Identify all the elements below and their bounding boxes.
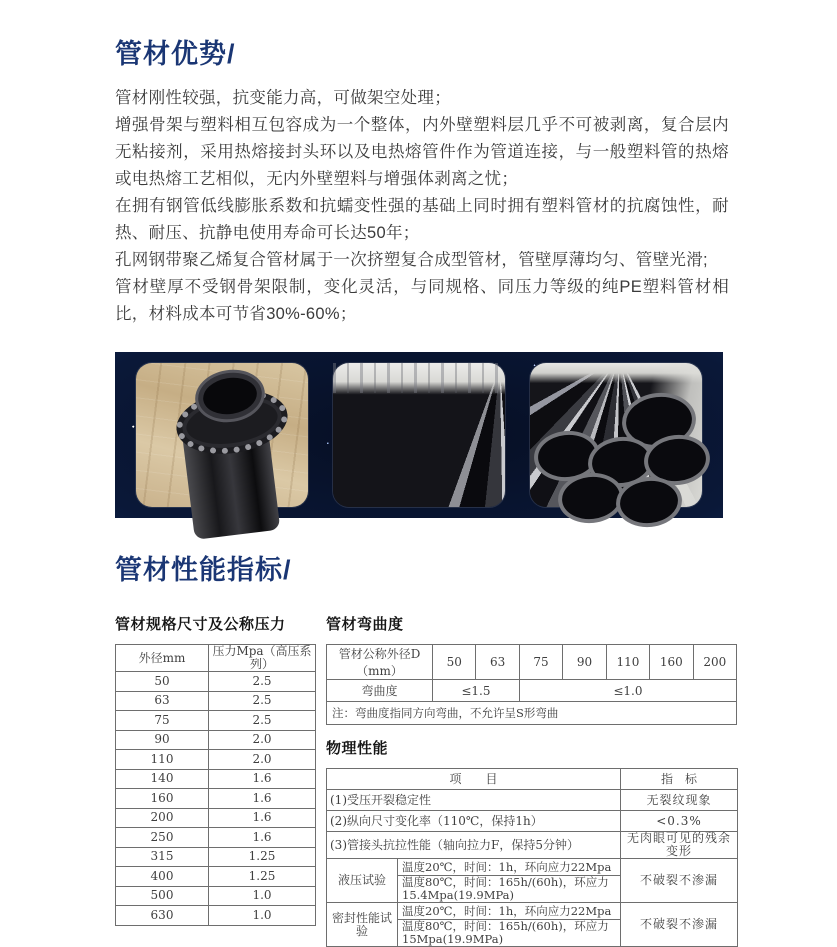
advantages-section-title: 管材优势/ (115, 39, 236, 69)
diameter-cell: 160 (650, 645, 693, 680)
pressure-cell: 2.0 (209, 750, 316, 770)
table-row (116, 906, 316, 926)
pressure-cell: 1.0 (209, 886, 316, 906)
diameter-cell: 75 (116, 711, 209, 731)
table-row (327, 832, 738, 859)
diameter-cell: 200 (693, 645, 736, 680)
spec-table (115, 644, 316, 926)
table-row (116, 730, 316, 750)
bend-value-cell: ≤1.5 (433, 680, 520, 702)
diameter-cell: 630 (116, 906, 209, 926)
table-row (116, 750, 316, 770)
diameter-cell: 160 (116, 789, 209, 809)
pressure-cell: 1.25 (209, 867, 316, 887)
pipe-photo-stacked-ends (530, 363, 702, 507)
performance-section-title: 管材性能指标/ (115, 555, 292, 585)
physical-indicator-cell: 无裂纹现象 (621, 790, 738, 811)
physical-item-header: 项 目 (327, 769, 621, 790)
table-row (327, 790, 738, 811)
physical-indicator-cell: 不破裂不渗漏 (621, 859, 738, 903)
test-label-cell: 密封性能试验 (327, 903, 398, 947)
physical-indicator-cell: 不破裂不渗漏 (621, 903, 738, 947)
pressure-cell: 2.5 (209, 691, 316, 711)
physical-table-heading: 物理性能 (326, 740, 389, 757)
factory-ceiling-graphic (333, 363, 505, 393)
pressure-cell: 1.6 (209, 828, 316, 848)
tables-row (115, 613, 732, 947)
table-row (327, 859, 738, 876)
product-photo-banner (115, 352, 723, 518)
diameter-cell: 250 (116, 828, 209, 848)
table-row (116, 691, 316, 711)
table-row (116, 886, 316, 906)
bend-table-heading: 管材弯曲度 (326, 616, 404, 633)
pressure-cell: 1.6 (209, 769, 316, 789)
table-row (116, 672, 316, 692)
physical-indicator-cell: <0.3% (621, 811, 738, 832)
table-row (327, 702, 737, 725)
diameter-cell: 63 (116, 691, 209, 711)
diameter-cell: 50 (433, 645, 476, 680)
advantage-paragraph: 孔网钢带聚乙烯复合管材属于一次挤塑复合成型管材，管壁厚薄均匀、管壁光滑; (115, 251, 708, 269)
pressure-cell: 1.0 (209, 906, 316, 926)
table-row (327, 645, 737, 680)
bend-note: 注：弯曲度指同方向弯曲，不允许呈S形弯曲 (327, 702, 737, 725)
table-row (116, 711, 316, 731)
diameter-cell: 500 (116, 886, 209, 906)
bend-row-label: 管材公称外径D（mm） (327, 645, 433, 680)
spec-col-header: 压力Mpa（高压系列） (209, 645, 316, 672)
diameter-cell: 200 (116, 808, 209, 828)
spec-table-heading: 管材规格尺寸及公称压力 (115, 616, 286, 633)
advantages-paragraphs (115, 85, 729, 328)
pipe-photo-standing (136, 363, 308, 507)
pressure-cell: 2.5 (209, 672, 316, 692)
bend-table (326, 644, 737, 725)
table-row (116, 808, 316, 828)
pressure-cell: 1.25 (209, 847, 316, 867)
diameter-cell: 110 (116, 750, 209, 770)
table-row (327, 680, 737, 702)
advantage-paragraph: 增强骨架与塑料相互包容成为一个整体，内外壁塑料层几乎不可被剥离，复合层内无粘接剂，采用热熔接封头环以及电热熔管件作为管道连接，与一般塑料管的热熔或电热熔工艺相似，无内外壁塑料与增强体剥离之忧； (115, 116, 729, 188)
table-row (327, 769, 738, 790)
spec-col-header: 外径mm (116, 645, 209, 672)
diameter-cell: 90 (563, 645, 606, 680)
pressure-cell: 1.6 (209, 789, 316, 809)
pipe-ends-graphic (526, 391, 716, 521)
diameter-cell: 63 (476, 645, 519, 680)
diameter-cell: 315 (116, 847, 209, 867)
test-condition-cell: 温度80℃，时间：165h/(60h)，环应力15Mpa(19.9MPa) (398, 920, 621, 947)
diameter-cell: 110 (606, 645, 649, 680)
pressure-cell: 2.0 (209, 730, 316, 750)
table-row (116, 828, 316, 848)
pressure-cell: 2.5 (209, 711, 316, 731)
table-row (116, 867, 316, 887)
table-row (116, 847, 316, 867)
physical-indicator-header: 指 标 (621, 769, 738, 790)
advantage-paragraph: 在拥有钢管低线膨胀系数和抗蠕变性强的基础上同时拥有塑料管材的抗腐蚀性，耐热、耐压、抗静电使用寿命可长达50年； (115, 197, 729, 242)
physical-item-cell: (1)受压开裂稳定性 (327, 790, 621, 811)
pressure-cell: 1.6 (209, 808, 316, 828)
diameter-cell: 140 (116, 769, 209, 789)
physical-properties-table (326, 768, 738, 947)
table-row (327, 811, 738, 832)
advantage-paragraph: 管材壁厚不受钢骨架限制，变化灵活，与同规格、同压力等级的纯PE塑料管材相比，材料成本可节省30%-60%； (115, 278, 729, 323)
diameter-cell: 400 (116, 867, 209, 887)
table-row (116, 789, 316, 809)
pipe-photo-factory-rows (333, 363, 505, 507)
spec-column (115, 613, 316, 926)
physical-item-cell: (2)纵向尺寸变化率（110℃，保持1h） (327, 811, 621, 832)
table-row (116, 645, 316, 672)
test-condition-cell: 温度80℃，时间：165h/(60h)，环应力15.4Mpa(19.9MPa) (398, 876, 621, 903)
table-row (116, 769, 316, 789)
test-label-cell: 液压试验 (327, 859, 398, 903)
bend-value-cell: ≤1.0 (519, 680, 736, 702)
diameter-cell: 75 (519, 645, 562, 680)
test-condition-cell: 温度20℃，时间：1h，环向应力22Mpa (398, 903, 621, 920)
physical-indicator-cell: 无肉眼可见的残余变形 (621, 832, 738, 859)
bend-row-label: 弯曲度 (327, 680, 433, 702)
physical-item-cell: (3)管接头抗拉性能（轴向拉力F，保持5分钟） (327, 832, 621, 859)
table-row (327, 903, 738, 920)
test-condition-cell: 温度20℃，时间：1h，环向应力22Mpa (398, 859, 621, 876)
diameter-cell: 50 (116, 672, 209, 692)
bend-physical-column (326, 613, 737, 947)
advantage-paragraph: 管材刚性较强，抗变能力高，可做架空处理； (115, 89, 451, 107)
diameter-cell: 90 (116, 730, 209, 750)
